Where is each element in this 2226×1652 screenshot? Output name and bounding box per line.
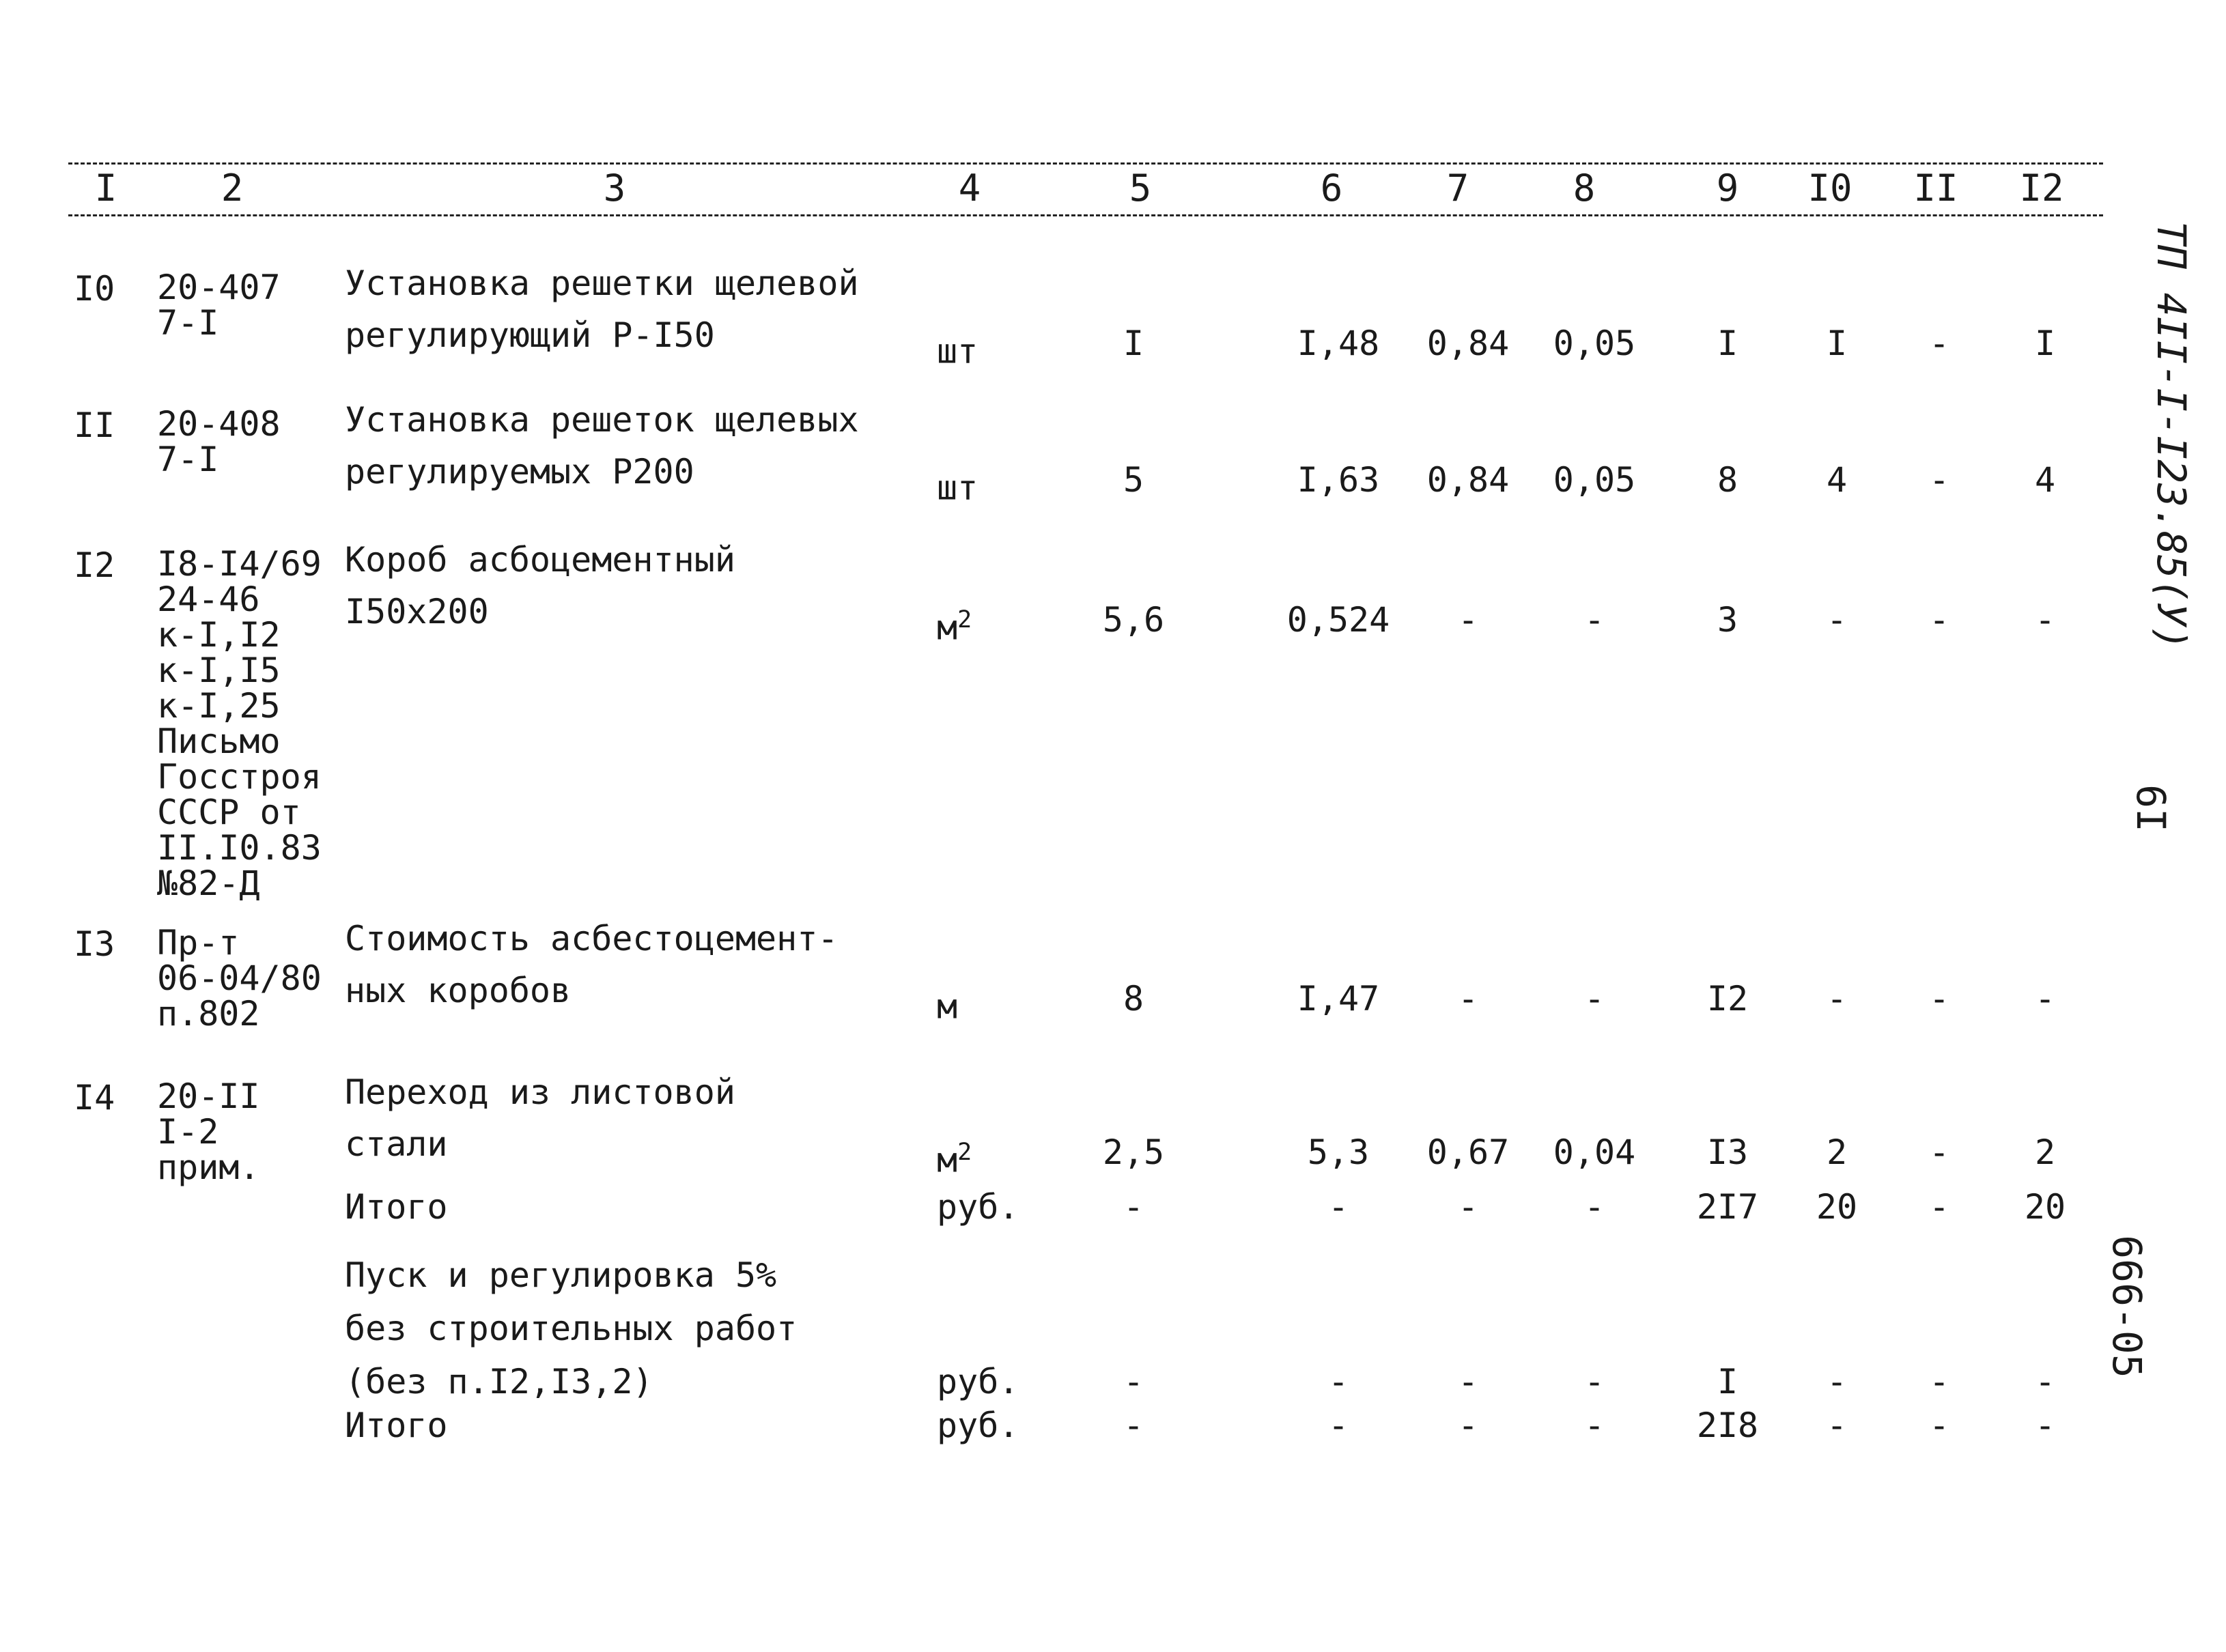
summary-value-c12: 20 <box>2024 1187 2066 1227</box>
summary-label-line: Пуск и регулировка 5% <box>345 1255 777 1295</box>
row-value-c12: 2 <box>2034 1133 2056 1172</box>
row-value-c11: - <box>1928 1133 1950 1172</box>
column-header-2: 2 <box>221 167 244 210</box>
row-value-c12: - <box>2034 979 2056 1019</box>
column-header-1: I <box>94 167 117 210</box>
row-name-line2: регулируемых Р200 <box>345 452 694 492</box>
summary-value-c10: 20 <box>1816 1187 1858 1227</box>
row-name-line1: Короб асбоцементный <box>345 540 735 580</box>
summary-value-c8: - <box>1583 1406 1605 1445</box>
column-header-4: 4 <box>958 167 981 210</box>
summary-value-c11: - <box>1928 1362 1950 1401</box>
row-value-c9: I3 <box>1706 1133 1749 1172</box>
row-name-line1: Установка решеток щелевых <box>345 400 859 440</box>
row-unit-text: м <box>937 608 958 648</box>
column-header-12: I2 <box>2019 167 2064 210</box>
summary-value-c7: - <box>1457 1362 1479 1401</box>
row-value-c8: - <box>1583 600 1605 640</box>
row-value-c12: I <box>2034 324 2056 363</box>
row-value-c12: 4 <box>2034 460 2056 500</box>
row-name-line2: ных коробов <box>345 971 572 1010</box>
row-number: I0 <box>74 269 115 309</box>
summary-value-c9: I <box>1717 1362 1738 1401</box>
row-code: 20-II I-2 прим. <box>157 1077 260 1187</box>
summary-value-c10: - <box>1826 1406 1848 1445</box>
row-code: I8-I4/69 24-46 к-I,I2 к-I,I5 к-I,25 Письмо Госстроя СССР от II.I0.83 №82-Д <box>157 544 322 903</box>
row-value-c8: 0,04 <box>1553 1133 1636 1172</box>
summary-value-qty: - <box>1123 1406 1144 1445</box>
row-value-c11: - <box>1928 460 1950 500</box>
row-unit-text: шт <box>937 468 978 508</box>
row-name-line1: Установка решетки щелевой <box>345 264 859 303</box>
summary-label-line: без строительных работ <box>345 1309 798 1348</box>
column-header-9: 9 <box>1716 167 1739 210</box>
summary-value-c6: - <box>1327 1187 1349 1227</box>
summary-value-c12: - <box>2034 1406 2056 1445</box>
summary-value-c8: - <box>1583 1362 1605 1401</box>
summary-value-c6: - <box>1327 1362 1349 1401</box>
summary-value-c11: - <box>1928 1406 1950 1445</box>
column-header-11: II <box>1913 167 1958 210</box>
row-code: 20-408 7-I <box>157 404 281 479</box>
row-number: I2 <box>74 545 115 585</box>
row-value-c7: 0,67 <box>1426 1133 1510 1172</box>
summary-value-c7: - <box>1457 1406 1479 1445</box>
row-unit <box>937 601 1060 647</box>
row-unit <box>937 461 1060 507</box>
row-unit-superscript: 2 <box>957 1139 972 1166</box>
row-value-c10: - <box>1826 600 1848 640</box>
row-value-c6: I,47 <box>1297 979 1380 1019</box>
row-name-line2: стали <box>345 1124 448 1164</box>
column-header-5: 5 <box>1129 167 1152 210</box>
summary-value-c6: - <box>1327 1406 1349 1445</box>
document-code: ТП 4II-I-I23.85(У) <box>2148 221 2195 651</box>
row-value-c7: - <box>1457 979 1479 1019</box>
row-value-c7: 0,84 <box>1426 324 1510 363</box>
row-name-line2: I50x200 <box>345 592 489 631</box>
row-value-c6: I,48 <box>1297 324 1380 363</box>
row-unit <box>937 324 1060 371</box>
summary-value-c9: 2I7 <box>1696 1187 1759 1227</box>
row-value-c11: - <box>1928 600 1950 640</box>
row-unit-text: шт <box>937 331 978 371</box>
row-code: Пр-т 06-04/80 п.802 <box>157 923 322 1034</box>
summary-value-c12: - <box>2034 1362 2056 1401</box>
row-value-qty: 5,6 <box>1102 600 1165 640</box>
row-value-c9: 8 <box>1717 460 1738 500</box>
summary-unit: руб. <box>937 1406 1019 1445</box>
page-number: 6I <box>2128 784 2174 832</box>
row-value-qty: 5 <box>1123 460 1144 500</box>
row-code: 20-407 7-I <box>157 268 281 343</box>
row-value-c9: I2 <box>1706 979 1749 1019</box>
row-number: I4 <box>74 1078 115 1117</box>
summary-value-qty: - <box>1123 1362 1144 1401</box>
row-number: I3 <box>74 924 115 964</box>
row-value-c10: 4 <box>1826 460 1848 500</box>
row-unit <box>937 980 1060 1026</box>
row-value-c6: I,63 <box>1297 460 1380 500</box>
summary-value-c9: 2I8 <box>1696 1406 1759 1445</box>
row-value-c10: 2 <box>1826 1133 1848 1172</box>
row-unit-text: м <box>937 1140 958 1180</box>
row-value-c12: - <box>2034 600 2056 640</box>
row-unit <box>937 1133 1060 1180</box>
summary-value-c11: - <box>1928 1187 1950 1227</box>
column-header-10: I0 <box>1807 167 1852 210</box>
row-number: II <box>74 405 115 445</box>
summary-label-line: Итого <box>345 1187 448 1227</box>
row-value-qty: 8 <box>1123 979 1144 1019</box>
row-value-c10: I <box>1826 324 1848 363</box>
row-value-c9: I <box>1717 324 1738 363</box>
row-value-c10: - <box>1826 979 1848 1019</box>
summary-label-line: Итого <box>345 1406 448 1445</box>
summary-label-line: (без п.I2,I3,2) <box>345 1362 653 1401</box>
row-unit-text: м <box>937 986 958 1027</box>
row-value-c11: - <box>1928 979 1950 1019</box>
row-unit-superscript: 2 <box>957 606 972 633</box>
row-value-qty: 2,5 <box>1102 1133 1165 1172</box>
summary-unit: руб. <box>937 1362 1019 1401</box>
row-name-line1: Стоимость асбестоцемент- <box>345 919 839 958</box>
row-value-c8: 0,05 <box>1553 460 1636 500</box>
column-header-6: 6 <box>1320 167 1343 210</box>
row-value-c9: 3 <box>1717 600 1738 640</box>
column-header-8: 8 <box>1573 167 1596 210</box>
summary-value-c8: - <box>1583 1187 1605 1227</box>
row-value-c11: - <box>1928 324 1950 363</box>
summary-unit: руб. <box>937 1187 1019 1227</box>
summary-value-qty: - <box>1123 1187 1144 1227</box>
row-value-c7: - <box>1457 600 1479 640</box>
column-header-3: 3 <box>603 167 626 210</box>
row-name-line1: Переход из листовой <box>345 1072 735 1112</box>
row-value-c6: 5,3 <box>1307 1133 1370 1172</box>
column-header-7: 7 <box>1446 167 1469 210</box>
row-value-c8: 0,05 <box>1553 324 1636 363</box>
summary-value-c10: - <box>1826 1362 1848 1401</box>
row-value-c8: - <box>1583 979 1605 1019</box>
row-name-line2: регулирующий Р-I50 <box>345 315 715 355</box>
row-value-c7: 0,84 <box>1426 460 1510 500</box>
document-number: 666-05 <box>2104 1235 2150 1378</box>
header-bottom-rule <box>68 214 2103 216</box>
row-value-c6: 0,524 <box>1286 600 1390 640</box>
row-value-qty: I <box>1123 324 1144 363</box>
summary-value-c7: - <box>1457 1187 1479 1227</box>
